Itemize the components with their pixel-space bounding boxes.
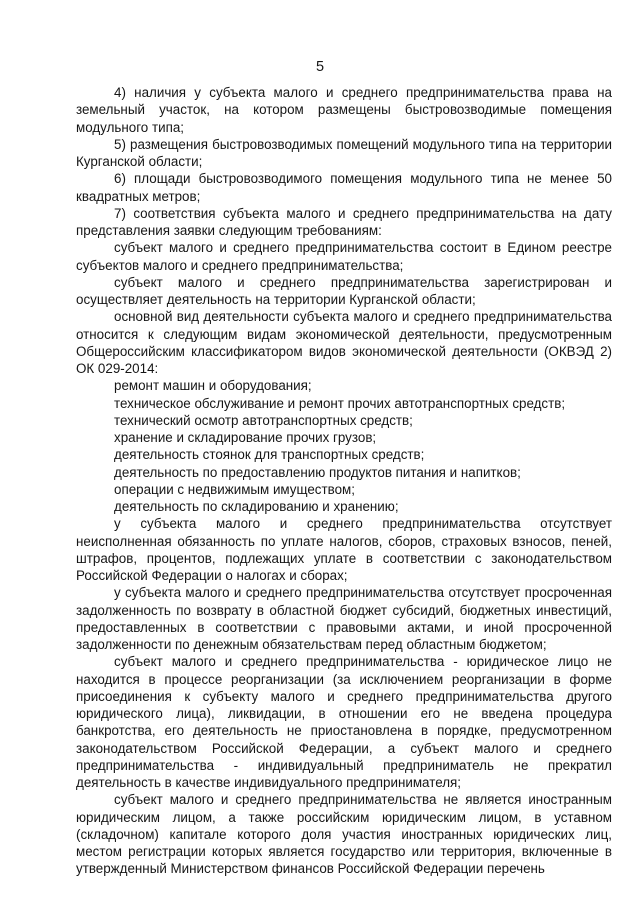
paragraph-okved: основной вид деятельности субъекта малого и среднего предпринимательства относится к следующим видам экономической деятельности, предусмотренным Общероссийским классификатором видов экономической деятельности (ОКВЭД 2) ОК 029-2014: <box>76 309 612 376</box>
paragraph-reorganization: субъект малого и среднего предпринимательства - юридическое лицо не находится в процессе реорганизации (за исключением реорганизации в форме присоединения к субъекту малого и среднего предпринимательства другого юридического лица), ликвидации, в отношении его не введена процедура банкротства, его деятельность не приостановлена в порядке, предусмотренном законодательством Российской Федерации, а субъект малого и среднего предпринимательства - индивидуальный предприниматель не прекратил деятельность в качестве индивидуального предпринимателя; <box>76 654 612 790</box>
list-item: ремонт машин и оборудования; <box>114 378 312 394</box>
paragraph-registration: субъект малого и среднего предпринимательства зарегистрирован и осуществляет деятельность на территории Курганской области; <box>76 274 612 307</box>
list-item: деятельность по предоставлению продуктов питания и напитков; <box>114 464 521 480</box>
list-item: хранение и складирование прочих грузов; <box>114 430 377 445</box>
paragraph-item-6-area: 6) площади быстровозводимого помещения модульного типа не менее 50 квадратных метров; <box>76 171 612 204</box>
list-item: операции с недвижимым имуществом; <box>114 481 355 497</box>
paragraph-overdue-debt: у субъекта малого и среднего предпринимательства отсутствует просроченная задолженность по возврату в областной бюджет субсидий, бюджетных инвестиций, предоставленных в соответствии с правовыми актами, и иной просроченной задолженности по денежным обязательствам перед областным бюджетом; <box>76 585 612 652</box>
list-item: технический осмотр автотранспортных средств; <box>114 412 413 428</box>
paragraph-foreign-entity: субъект малого и среднего предпринимательства не является иностранным юридическим лицом, а также российским юридическим лицом, в уставном (складочном) капитале которого доля участия иностранных юридических лиц, местом регистрации которых является государство или территория, включенные в утвержденный Министерством финансов Российской Федерации перечень <box>76 792 612 877</box>
paragraph-item-7-requirements: 7) соответствия субъекта малого и среднего предпринимательства на дату представления заявки следующим требованиям: <box>76 205 612 238</box>
document-body <box>76 84 612 878</box>
paragraph-registry: субъект малого и среднего предпринимательства состоит в Едином реестре субъектов малого и среднего предпринимательства; <box>76 240 612 273</box>
paragraph-item-4-land-rights: 4) наличия у субъекта малого и среднего предпринимательства права на земельный участок, на котором размещены быстровозводимые помещения модульного типа; <box>76 85 612 135</box>
list-item: деятельность стоянок для транспортных средств; <box>114 447 425 463</box>
paragraph-tax-obligations: у субъекта малого и среднего предпринимательства отсутствует неисполненная обязанность по уплате налогов, сборов, страховых взносов, пеней, штрафов, процентов, подлежащих уплате в соответствии с законодательством Российской Федерации о налогах и сборах; <box>76 516 612 583</box>
page-number: 5 <box>315 59 325 75</box>
list-item: деятельность по складированию и хранению; <box>114 499 399 514</box>
paragraph-item-5-placement: 5) размещения быстровозводимых помещений модульного типа на территории Курганской области; <box>76 136 612 169</box>
list-item: техническое обслуживание и ремонт прочих автотранспортных средств; <box>114 395 566 411</box>
